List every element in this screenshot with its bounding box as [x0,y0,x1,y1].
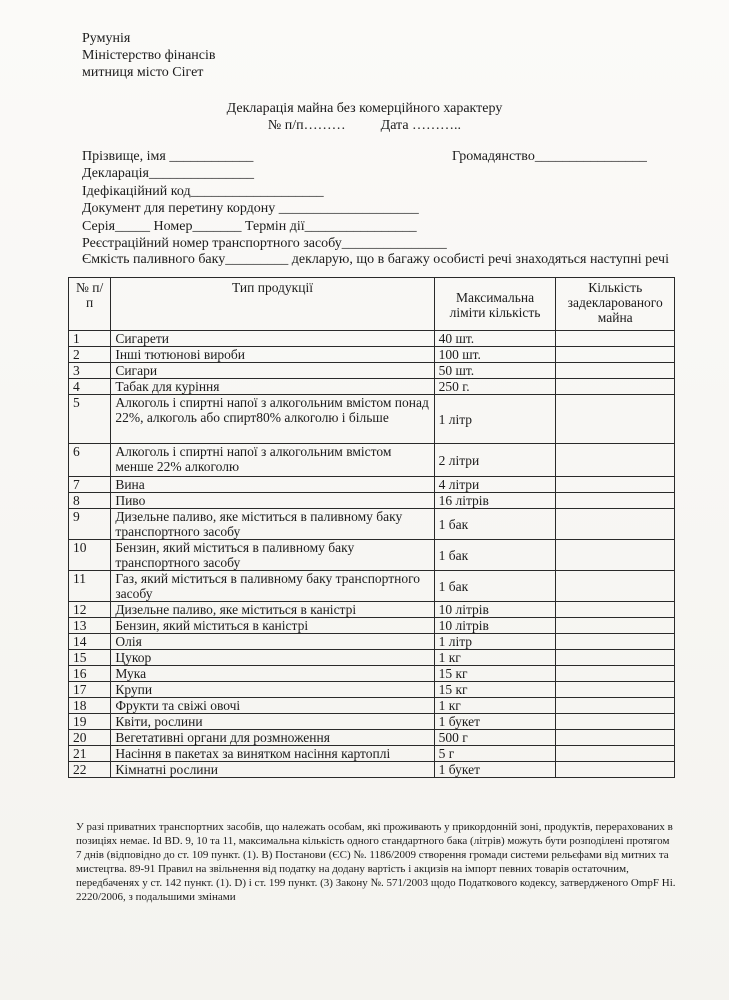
row-product-name: Сигарети [111,331,434,347]
row-number: 1 [69,331,111,347]
table-row [69,493,675,509]
id-code-field: Ідефікаційний код___________________ [82,183,324,199]
table-row [69,347,675,363]
document-title: Декларація майна без комерційного характеру [226,101,503,116]
table-row [69,666,675,682]
number-field: № п/п……… [267,118,346,133]
row-declared-quantity[interactable] [556,540,675,571]
row-number: 3 [69,363,111,379]
row-product-name: Квіти, рослини [111,714,434,730]
table-row [69,618,675,634]
row-product-name: Інші тютюнові вироби [111,347,434,363]
row-number: 16 [69,666,111,682]
table-row [69,509,675,540]
row-limit: 2 літри [434,444,556,477]
row-product-name: Крупи [111,682,434,698]
fuel-tank-declaration: Ємкість паливного баку_________ декларую, що в багажу особисті речі знаходяться наступні речі [82,252,669,268]
table-row [69,444,675,477]
row-declared-quantity[interactable] [556,477,675,493]
row-limit: 50 шт. [434,363,556,379]
row-number: 12 [69,602,111,618]
row-declared-quantity[interactable] [556,347,675,363]
row-declared-quantity[interactable] [556,682,675,698]
row-number: 6 [69,444,111,477]
header-customs: митниця місто Сігет [82,65,204,80]
row-number: 22 [69,762,111,778]
row-declared-quantity[interactable] [556,363,675,379]
header-type: Тип продукції [111,278,434,331]
header-num: № п/п [69,278,111,331]
row-product-name: Дизельне паливо, яке міститься в каністрі [111,602,434,618]
row-limit: 1 бак [434,509,556,540]
row-product-name: Вегетативні органи для розмноження [111,730,434,746]
table-row [69,634,675,650]
row-limit: 10 літрів [434,618,556,634]
table-row [69,730,675,746]
footnote: У разі приватних транспортних засобів, що належать особам, які проживають у прикордонній зоні, продуктів, перерахованих в позиціях немає. Id BD. 9, 10 та 11, максимальна кількість одного стандартного бака (літрів) можуть бути розподілені протягом 7 днів (відповідно до ст. 109 пункт. (1). В) Постанови (ЄС) №. 1186/2009 створення громади системи рельєфами від митних та мистецтва. 89-91 Правил на звільнення від податку на додану вартість і акцизів на імпорт певних товарів остаточним, передбаченях у ст. 142 пункт. (1). D) і ст. 199 пункт. (3) Закону №. 571/2003 щодо Податкового кодексу, затвердженого OmpF Hi. 2220/2006, з подальшими змінами [76,821,676,903]
row-declared-quantity[interactable] [556,395,675,444]
row-product-name: Мука [111,666,434,682]
row-product-name: Вина [111,477,434,493]
row-product-name: Сигари [111,363,434,379]
table-row [69,540,675,571]
row-declared-quantity[interactable] [556,444,675,477]
row-declared-quantity[interactable] [556,714,675,730]
row-limit: 15 кг [434,666,556,682]
row-limit: 1 букет [434,762,556,778]
row-number: 8 [69,493,111,509]
row-declared-quantity[interactable] [556,379,675,395]
row-number: 15 [69,650,111,666]
header-declared: Кількість задекларованого майна [556,278,675,331]
row-limit: 500 г [434,730,556,746]
issuer-header [82,30,216,81]
goods-table [68,277,675,778]
row-limit: 1 кг [434,650,556,666]
row-limit: 16 літрів [434,493,556,509]
table-row [69,571,675,602]
row-number: 4 [69,379,111,395]
row-number: 20 [69,730,111,746]
row-product-name: Цукор [111,650,434,666]
row-declared-quantity[interactable] [556,618,675,634]
row-limit: 10 літрів [434,602,556,618]
row-limit: 1 букет [434,714,556,730]
date-field: Дата ……….. [380,118,462,133]
row-limit: 1 літр [434,395,556,444]
row-product-name: Газ, який міститься в паливному баку транспортного засобу [111,571,434,602]
row-limit: 100 шт. [434,347,556,363]
row-product-name: Дизельне паливо, яке міститься в паливному баку транспортного засобу [111,509,434,540]
row-limit: 15 кг [434,682,556,698]
row-declared-quantity[interactable] [556,602,675,618]
table-row [69,602,675,618]
table-row [69,650,675,666]
vehicle-registration-field: Реєстраційний номер транспортного засобу_______________ [82,235,447,251]
row-product-name: Олія [111,634,434,650]
row-product-name: Бензин, який міститься в каністрі [111,618,434,634]
row-product-name: Фрукти та свіжі овочі [111,698,434,714]
table-row [69,714,675,730]
row-number: 9 [69,509,111,540]
table-body [69,331,675,778]
row-product-name: Кімнатні рослини [111,762,434,778]
row-product-name: Алкоголь і спиртні напої з алкогольним вмістом менше 22% алкоголю [111,444,434,477]
row-number: 7 [69,477,111,493]
header-country: Румунія [82,31,131,46]
row-product-name: Насіння в пакетах за винятком насіння картоплі [111,746,434,762]
row-declared-quantity[interactable] [556,331,675,347]
table-header-row [69,278,675,331]
row-number: 5 [69,395,111,444]
row-limit: 40 шт. [434,331,556,347]
row-declared-quantity[interactable] [556,634,675,650]
border-document-field: Документ для перетину кордону ____________________ [82,201,419,217]
row-declared-quantity[interactable] [556,650,675,666]
row-number: 21 [69,746,111,762]
row-number: 10 [69,540,111,571]
row-product-name: Алкоголь і спиртні напої з алкогольним вмістом понад 22%, алкоголь або спирт80% алкоголю і більше [111,395,434,444]
row-limit: 4 літри [434,477,556,493]
row-number: 11 [69,571,111,602]
table-row [69,331,675,347]
row-product-name: Пиво [111,493,434,509]
row-limit: 1 літр [434,634,556,650]
row-limit: 1 бак [434,540,556,571]
series-number-term-field: Серія_____ Номер_______ Термін дії________________ [82,218,417,234]
row-number: 13 [69,618,111,634]
row-limit: 1 кг [434,698,556,714]
surname-line [82,148,682,165]
row-limit: 5 г [434,746,556,762]
table-row [69,395,675,444]
row-declared-quantity[interactable] [556,698,675,714]
row-declared-quantity[interactable] [556,571,675,602]
table-row [69,682,675,698]
document-subtitle [0,117,729,134]
row-number: 14 [69,634,111,650]
row-number: 19 [69,714,111,730]
row-declared-quantity[interactable] [556,666,675,682]
declaration-field: Декларація_______________ [82,166,254,182]
row-declared-quantity[interactable] [556,730,675,746]
row-number: 2 [69,347,111,363]
table-row [69,477,675,493]
row-number: 18 [69,698,111,714]
table-row [69,698,675,714]
header-limit: Максимальна ліміти кількість [434,278,556,331]
citizenship-field: Громадянство________________ [452,149,647,164]
row-limit: 250 г. [434,379,556,395]
header-ministry: Міністерство фінансів [82,48,216,63]
table-row [69,746,675,762]
row-declared-quantity[interactable] [556,509,675,540]
row-declared-quantity[interactable] [556,493,675,509]
row-declared-quantity[interactable] [556,762,675,778]
table-row [69,363,675,379]
row-product-name: Табак для куріння [111,379,434,395]
row-declared-quantity[interactable] [556,746,675,762]
table-row [69,379,675,395]
row-number: 17 [69,682,111,698]
surname-field: Прізвище, імя ____________ [82,149,254,164]
table-row [69,762,675,778]
row-limit: 1 бак [434,571,556,602]
row-product-name: Бензин, який міститься в паливному баку транспортного засобу [111,540,434,571]
personal-fields [82,148,682,268]
